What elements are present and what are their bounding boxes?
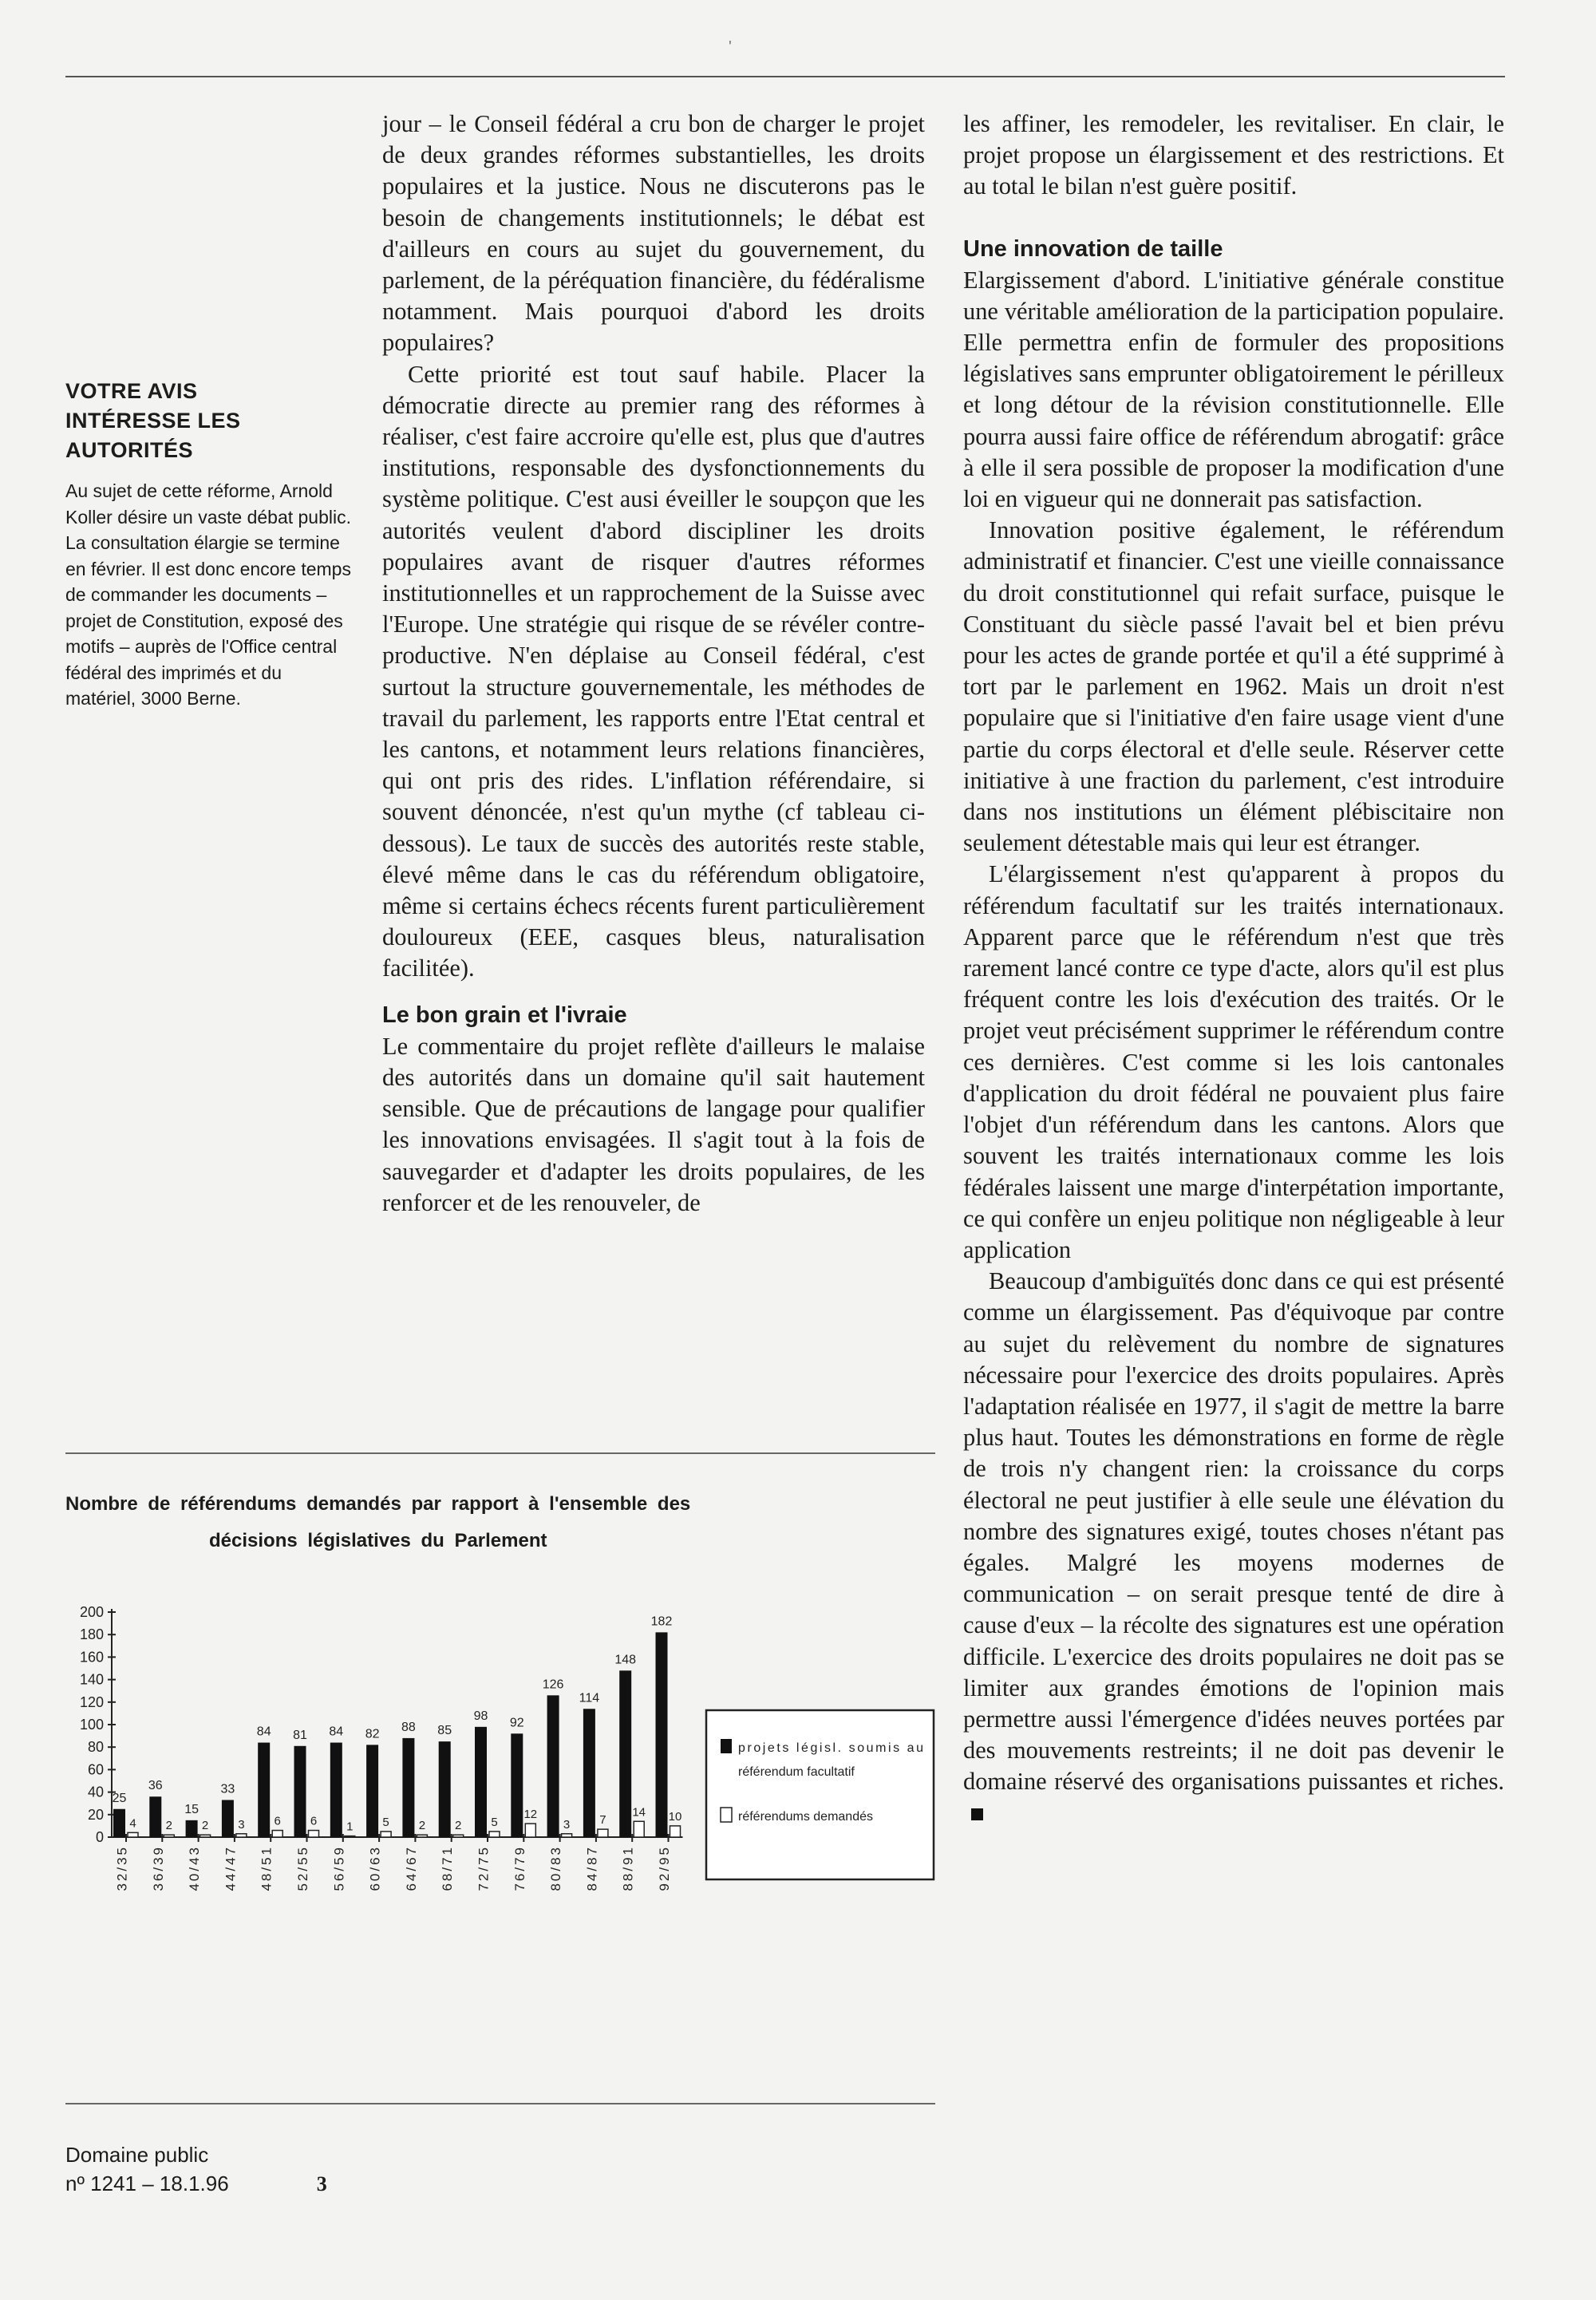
x-tick-label: 84/87: [584, 1845, 600, 1891]
x-tick-label: 68/71: [440, 1845, 456, 1891]
bar-projects: [511, 1733, 523, 1837]
col2-subheading: Le bon grain et l'ivraie: [382, 1002, 627, 1028]
bar-projects: [330, 1743, 342, 1837]
x-tick-label: 60/63: [367, 1845, 383, 1891]
bar-referendums: [272, 1831, 282, 1837]
bar-projects-label: 92: [509, 1716, 524, 1730]
col2-paragraph-1: jour – le Conseil fédéral a cru bon de charger le projet de deux grandes réformes substantielles, les droits populaires et la justice. Nous ne discuterons pas le besoin de changements institutionnels; le débat est d'ailleurs en cours au sujet du gouvernement, du parlement, de la péréquation financière, du fédéralisme notamment. Mais pourquoi d'abord les droits populaires?: [382, 110, 925, 357]
legend-box: [706, 1710, 934, 1879]
col3-paragraph-5: [963, 1266, 1504, 1829]
bar-projects: [547, 1695, 559, 1837]
bar-referendums-label: 12: [523, 1808, 538, 1822]
bar-referendums-label: 3: [563, 1817, 571, 1832]
bar-projects: [186, 1820, 198, 1837]
bar-referendums: [453, 1835, 464, 1837]
bar-referendums-label: 7: [599, 1813, 606, 1828]
bar-projects-label: 36: [148, 1779, 163, 1793]
top-mark: ': [729, 38, 732, 56]
legend-swatch-projects: [721, 1739, 732, 1753]
col2-paragraph-2: Cette priorité est tout sauf habile. Placer la démocratie directe au premier rang des réformes à réaliser, c'est faire accroire qu'elle est, plus que d'autres institutions, responsable des dysfonctionnements du système politique. C'est ausi éveiller le soupçon que les autorités veulent d'abord discipliner les droits populaires avant de risquer d'autres réformes institutionnelles et un rapprochement de la Suisse avec l'Europe. Une stratégie qui risque de se révéler contre-productive. N'en déplaise au Conseil fédéral, c'est surtout la structure gouvernementale, les méthodes de travail du parlement, les rapports entre l'Etat central et les cantons, et notamment leurs relations financières, qui ont pris des rides. L'inflation référendaire, si souvent dénoncée, n'est qu'un mythe (cf tableau ci-dessous). Le taux de succès des autorités reste stable, élevé même dans le cas du référendum obligatoire, même si certains échecs récents furent particulièrement douloureux (EEE, casques bleus, naturalisation facilitée).: [382, 360, 925, 982]
bar-referendums: [634, 1821, 644, 1837]
bar-referendums: [309, 1831, 319, 1837]
bar-projects: [222, 1800, 234, 1837]
bar-referendums-label: 5: [491, 1815, 498, 1829]
bar-referendums: [200, 1835, 211, 1837]
end-of-article-icon: [971, 1808, 983, 1820]
y-tick-label: 20: [87, 1806, 104, 1823]
bar-projects-label: 88: [401, 1720, 416, 1734]
x-tick-label: 72/75: [476, 1845, 492, 1891]
x-tick-label: 40/43: [187, 1845, 203, 1891]
bar-referendums: [164, 1835, 174, 1837]
bar-referendums-label: 10: [668, 1809, 682, 1824]
col2-paragraph-3: Le commentaire du projet reflète d'ailleurs le malaise des autorités dans un domaine qu'il sait hautement sensible. Que de précautions de langage pour qualifier les innovations envisagées. Il s'agit tout à la fois de sauvegarder et d'adapter les droits populaires, de les renforcer et de les renouveler, de: [382, 1032, 925, 1216]
bar-projects-label: 82: [365, 1727, 380, 1741]
y-tick-label: 0: [95, 1829, 104, 1845]
y-tick-label: 180: [79, 1626, 104, 1643]
col3-paragraph-4: L'élargissement n'est qu'apparent à propos du référendum facultatif sur les traités internationaux. Apparent parce que le référendum n'est que très rarement lancé contre ce type d'acte, alors qu'il est plus fréquent contre les lois d'exécution des traités. Or le projet veut précisément supprimer le référendum contre ces dernières. C'est comme si les lois cantonales d'application du droit fédéral ne pouvaient plus faire l'objet d'un référendum dans les cantons. Alors que souvent les traités internationaux comme les lois fédérales laissent une marge d'interpétation importante, ce qui confère un enjeu politique non négligeable à leur application: [963, 860, 1504, 1263]
page-footer: [65, 2140, 327, 2199]
bar-referendums-label: 14: [632, 1805, 646, 1820]
bar-referendums: [598, 1829, 608, 1837]
bar-projects-label: 148: [614, 1653, 637, 1667]
y-tick-label: 60: [87, 1761, 104, 1778]
x-tick-label: 76/79: [512, 1845, 527, 1891]
x-tick-label: 48/51: [259, 1845, 275, 1891]
issue-date: nº 1241 – 18.1.96: [65, 2172, 229, 2195]
bar-referendums: [489, 1832, 500, 1837]
col3-paragraph-1: les affiner, les remodeler, les revitaliser. En clair, le projet propose un élargissement et des restrictions. Et au total le bilan n'est guère positif.: [963, 110, 1504, 200]
publication-name: Domaine public: [65, 2143, 209, 2167]
bar-referendums-label: 2: [418, 1819, 426, 1833]
bar-projects: [366, 1745, 378, 1837]
bar-projects-label: 98: [473, 1709, 488, 1723]
col3-paragraph-3: Innovation positive également, le référendum administratif et financier. C'est une vieille connaissance du droit constitutionnel qui refait surface, puisque le Constituant du siècle passé l'avait bel et bien prévu pour les actes de grande portée et qu'il a été supprimé à tort par le parlement en 1962. Mais un droit n'est populaire que si l'initiative d'en faire usage vient d'une partie du corps électoral et d'elle seule. Réserver cette initiative à une fraction du parlement, c'est introduire dans nos institutions un élément plébiscitaire non seulement détestable mais qui leur est étranger.: [963, 516, 1504, 857]
legend-label-projects: projets législ. soumis au: [738, 1741, 923, 1755]
bar-projects: [294, 1746, 306, 1837]
x-tick-label: 32/35: [114, 1845, 130, 1891]
bar-projects: [402, 1738, 414, 1837]
y-tick-label: 120: [79, 1693, 104, 1710]
bar-referendums: [417, 1835, 427, 1837]
col3-paragraph-5-text: Beaucoup d'ambiguïtés donc dans ce qui est présenté comme un élargissement. Pas d'équivoque par contre au sujet du relèvement du nombre de signatures nécessaire pour l'exercice des droits populaires. Après l'adaptation réalisée en 1977, il s'agit de mettre la barre plus haut. Toutes les démonstrations en forme de règle de trois n'y changent rien: la croissance du corps électoral ne peut justifier à elle seule une élévation du nombre des signatures exigé, toutes choses n'étant pas égales. Malgré les moyens modernes de communication – on serait presque tenté de dire à cause d'eux – la récolte des signatures est une opération difficile. L'exercice des droits populaires ne doit pas se limiter aux grandes émotions de l'opinion mais permettre aussi l'émergence d'idées neuves portées par des mouvements restreints; il ne doit pas devenir le domaine réservé des organisations puissantes et riches.: [963, 1267, 1504, 1796]
col3-subheading: Une innovation de taille: [963, 235, 1223, 262]
bar-projects-label: 33: [220, 1782, 235, 1796]
x-tick-label: 88/91: [620, 1845, 636, 1891]
bar-referendums-label: 5: [382, 1815, 389, 1829]
legend-swatch-referendums: [721, 1808, 732, 1822]
chart-title-line-1: Nombre de référendums demandés par rapport à l'ensemble des: [65, 1493, 691, 1515]
bar-projects: [475, 1727, 487, 1837]
bar-projects-label: 182: [650, 1614, 673, 1629]
referendum-chart: [65, 1452, 935, 2108]
y-tick-label: 80: [87, 1739, 104, 1756]
x-tick-label: 44/47: [223, 1845, 239, 1891]
bar-referendums-label: 4: [129, 1816, 136, 1831]
article-column-3: [963, 109, 1504, 1829]
legend-label-projects-cont: référendum facultatif: [738, 1765, 855, 1779]
sidebar-box: [65, 377, 353, 712]
x-tick-label: 64/67: [403, 1845, 419, 1891]
legend-label-referendums: référendums demandés: [738, 1810, 873, 1824]
bar-projects-label: 85: [437, 1724, 452, 1738]
bar-referendums-label: 3: [238, 1817, 245, 1832]
bar-referendums-label: 6: [274, 1814, 281, 1828]
bar-projects-label: 84: [329, 1725, 344, 1739]
bar-projects: [619, 1670, 631, 1837]
chart-bottom-rule: [65, 2103, 935, 2104]
bar-projects: [149, 1796, 161, 1837]
y-tick-label: 200: [79, 1604, 104, 1620]
bar-projects-label: 81: [293, 1728, 307, 1742]
issue-line: [65, 2169, 327, 2199]
bar-projects: [258, 1743, 270, 1837]
bar-projects: [113, 1809, 125, 1837]
chart-title-line-2: décisions législatives du Parlement: [209, 1530, 547, 1551]
bar-projects-label: 84: [256, 1725, 271, 1739]
bar-referendums-label: 1: [346, 1820, 354, 1834]
sidebar-text: Au sujet de cette réforme, Arnold Koller désire un vaste débat public. La consultation élargie se termine en février. Il est donc encore temps de commander les documents – projet de Constitution, exposé des motifs – auprès de l'Office central fédéral des imprimés et du matériel, 3000 Berne.: [65, 480, 351, 709]
y-tick-label: 160: [79, 1649, 104, 1666]
bar-projects-label: 25: [112, 1791, 127, 1805]
y-tick-label: 40: [87, 1784, 104, 1800]
bar-referendums-label: 2: [165, 1819, 172, 1833]
bar-projects-label: 114: [579, 1691, 600, 1705]
x-tick-label: 80/83: [548, 1845, 564, 1891]
bar-referendums: [525, 1824, 535, 1837]
bar-projects-label: 15: [184, 1802, 199, 1816]
x-tick-label: 92/95: [656, 1845, 672, 1891]
chart-top-rule: [65, 1452, 935, 1454]
bar-projects: [439, 1741, 451, 1837]
x-tick-label: 36/39: [150, 1845, 166, 1891]
bar-referendums-label: 6: [310, 1814, 318, 1828]
bar-referendums: [236, 1834, 247, 1837]
bar-referendums: [562, 1834, 572, 1837]
bar-referendums: [670, 1826, 681, 1837]
bar-referendums: [381, 1832, 391, 1837]
x-tick-label: 52/55: [294, 1845, 310, 1891]
bar-projects-label: 126: [542, 1678, 564, 1692]
article-column-2: [382, 109, 925, 1219]
top-rule: [65, 76, 1505, 77]
sidebar-heading: VOTRE AVIS INTÉRESSE LES AUTORITÉS: [65, 379, 241, 462]
bar-chart-svg: [65, 1596, 935, 2075]
page-number: 3: [316, 2172, 327, 2195]
x-tick-label: 56/59: [331, 1845, 347, 1891]
bar-referendums-label: 2: [455, 1819, 462, 1833]
bar-referendums: [345, 1836, 355, 1837]
bar-projects: [656, 1632, 668, 1837]
y-tick-label: 100: [79, 1717, 104, 1733]
bar-referendums: [128, 1832, 138, 1837]
chart-title: [65, 1486, 768, 1559]
bar-referendums-label: 2: [201, 1819, 209, 1833]
col3-paragraph-2: Elargissement d'abord. L'initiative générale constitue une véritable amélioration de la participation populaire. Elle permettra enfin de formuler des propositions législatives sans emprunter obligatoirement le périlleux et long détour de la révision constitutionnelle. Elle pourra aussi faire office de référendum abrogatif: grâce à elle il sera possible de proposer la modification d'une loi en vigueur qui ne donnerait pas satisfaction.: [963, 266, 1504, 513]
y-tick-label: 140: [79, 1671, 104, 1688]
bar-projects: [583, 1709, 595, 1837]
